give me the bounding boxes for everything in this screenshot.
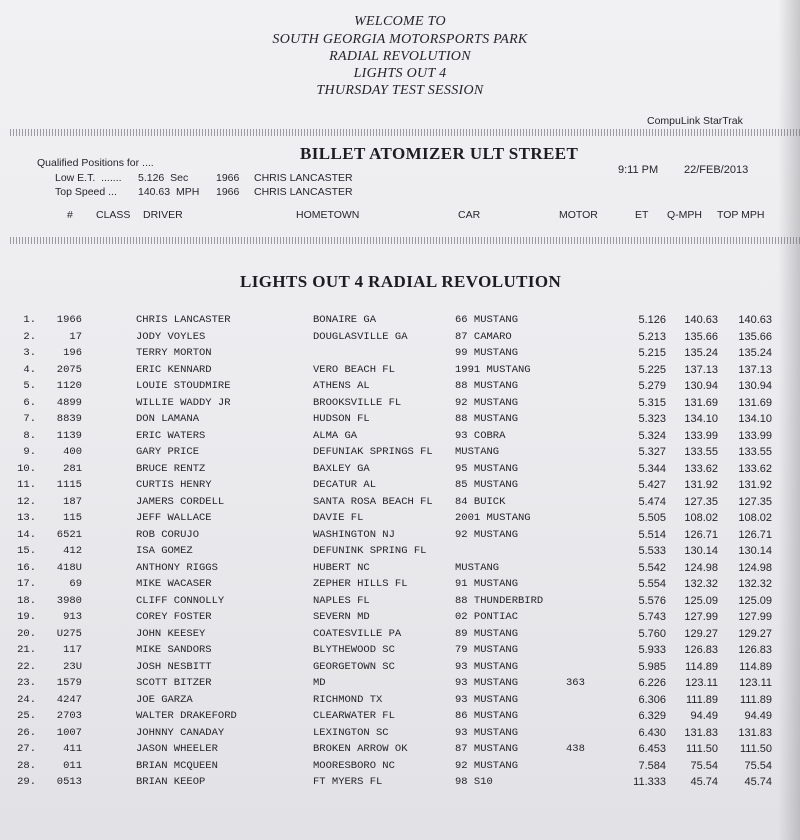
car-number-cell: 187 — [63, 495, 82, 508]
driver-cell: LOUIE STOUDMIRE — [136, 380, 231, 392]
table-row — [0, 710, 800, 727]
top-speed-number: 1966 — [216, 186, 240, 198]
car-cell: 92 MUSTANG — [455, 528, 519, 541]
column-header-hometown: HOMETOWN — [296, 209, 360, 221]
driver-cell: ERIC KENNARD — [136, 363, 212, 376]
position-cell: 16. — [17, 561, 36, 574]
driver-cell: JOHNNY CANADAY — [136, 726, 225, 739]
et-cell: 5.213 — [638, 330, 666, 343]
top-mph-cell: 111.50 — [739, 743, 772, 755]
car-cell: 92 MUSTANG — [455, 759, 519, 772]
table-row — [0, 397, 800, 414]
car-cell: MUSTANG — [455, 446, 500, 458]
table-row — [0, 496, 800, 513]
hometown-cell: WASHINGTON NJ — [313, 528, 395, 541]
hatch-divider-columns — [10, 237, 800, 244]
paper-edge-shadow — [778, 0, 800, 840]
car-cell: 87 CAMARO — [455, 330, 512, 343]
q-mph-cell: 108.02 — [684, 512, 718, 524]
et-cell: 6.306 — [638, 693, 666, 706]
hometown-cell: GEORGETOWN SC — [313, 660, 395, 673]
table-row — [0, 644, 800, 661]
car-number-cell: 3980 — [56, 594, 82, 607]
table-row — [0, 578, 800, 595]
top-mph-cell: 140.63 — [738, 314, 772, 326]
et-cell: 5.323 — [638, 413, 666, 425]
et-cell: 5.344 — [638, 462, 666, 475]
table-row — [0, 661, 800, 678]
car-number-cell: 2075 — [56, 363, 82, 376]
top-mph-cell: 127.99 — [738, 611, 772, 623]
q-mph-cell: 131.83 — [684, 726, 718, 739]
hometown-cell: RICHMOND TX — [313, 693, 383, 706]
top-mph-cell: 125.09 — [738, 594, 772, 607]
et-cell: 5.554 — [638, 578, 666, 590]
car-number-cell: 411 — [63, 743, 82, 755]
position-cell: 1. — [23, 314, 36, 326]
car-cell: 84 BUICK — [455, 495, 506, 508]
hometown-cell: ZEPHER HILLS FL — [313, 578, 408, 590]
table-row — [0, 611, 800, 628]
hometown-cell: BROKEN ARROW OK — [313, 743, 408, 755]
et-cell: 5.985 — [638, 660, 666, 673]
table-row — [0, 727, 800, 744]
hometown-cell: BONAIRE GA — [313, 314, 377, 326]
position-cell: 11. — [17, 479, 36, 491]
top-mph-cell: 132.32 — [738, 578, 772, 590]
position-cell: 25. — [17, 710, 36, 722]
table-row — [0, 413, 800, 430]
et-cell: 5.933 — [638, 644, 666, 656]
driver-cell: ERIC WATERS — [136, 429, 206, 442]
et-cell: 5.542 — [638, 561, 666, 574]
table-row — [0, 430, 800, 447]
car-cell: 79 MUSTANG — [455, 644, 519, 656]
position-cell: 10. — [17, 462, 36, 475]
hometown-cell: VERO BEACH FL — [313, 363, 395, 376]
hometown-cell: DAVIE FL — [313, 512, 364, 524]
hometown-cell: DOUGLASVILLE GA — [313, 330, 408, 343]
et-cell: 5.327 — [638, 446, 666, 458]
position-cell: 15. — [17, 545, 36, 557]
car-number-cell: U275 — [56, 627, 82, 640]
q-mph-cell: 45.74 — [690, 776, 718, 788]
position-cell: 20. — [17, 627, 36, 640]
driver-cell: JOE GARZA — [136, 693, 193, 706]
et-cell: 6.430 — [638, 726, 666, 739]
car-cell: 93 COBRA — [455, 429, 506, 442]
driver-cell: JOSH NESBITT — [136, 660, 212, 673]
hometown-cell: CLEARWATER FL — [313, 710, 395, 722]
top-mph-cell: 134.10 — [738, 413, 772, 425]
car-cell: 2001 MUSTANG — [455, 512, 531, 524]
et-cell: 5.324 — [638, 429, 666, 442]
q-mph-cell: 114.89 — [685, 660, 718, 673]
hometown-cell: MD — [313, 677, 326, 689]
hometown-cell: NAPLES FL — [313, 594, 370, 607]
car-number-cell: 412 — [63, 545, 82, 557]
low-et-value: 5.126 Sec — [138, 172, 189, 184]
car-cell: 02 PONTIAC — [455, 611, 519, 623]
et-cell: 5.474 — [638, 495, 666, 508]
driver-cell: ISA GOMEZ — [136, 545, 193, 557]
car-cell: 66 MUSTANG — [455, 314, 519, 326]
driver-cell: ANTHONY RIGGS — [136, 561, 218, 574]
car-number-cell: 6521 — [56, 528, 82, 541]
top-mph-cell: 133.99 — [738, 429, 772, 442]
car-number-cell: 1120 — [56, 380, 82, 392]
motor-cell: 438 — [566, 743, 585, 755]
position-cell: 17. — [17, 578, 36, 590]
driver-cell: JODY VOYLES — [136, 330, 206, 343]
table-row — [0, 677, 800, 694]
top-speed-value: 140.63 MPH — [138, 186, 200, 198]
top-mph-cell: 94.49 — [744, 710, 772, 722]
report-date: 22/FEB/2013 — [684, 164, 749, 176]
driver-cell: CLIFF CONNOLLY — [136, 594, 225, 607]
table-row — [0, 776, 800, 793]
top-speed-label: Top Speed ... — [55, 186, 117, 198]
q-mph-cell: 123.11 — [685, 677, 718, 689]
table-row — [0, 347, 800, 364]
q-mph-cell: 135.66 — [684, 330, 718, 343]
top-mph-cell: 135.66 — [738, 330, 772, 343]
car-number-cell: 115 — [63, 512, 82, 524]
driver-cell: JAMERS CORDELL — [136, 495, 225, 508]
q-mph-cell: 111.89 — [685, 693, 718, 706]
top-mph-cell: 126.83 — [738, 644, 772, 656]
top-speed-driver: CHRIS LANCASTER — [254, 186, 353, 198]
driver-cell: JEFF WALLACE — [136, 512, 212, 524]
top-mph-cell: 45.74 — [744, 776, 772, 788]
header-line-welcome: WELCOME TO — [354, 14, 446, 29]
position-cell: 23. — [17, 677, 36, 689]
q-mph-cell: 126.71 — [684, 528, 718, 541]
hometown-cell: BAXLEY GA — [313, 462, 370, 475]
top-mph-cell: 130.14 — [738, 545, 772, 557]
et-cell: 5.126 — [638, 314, 666, 326]
et-cell: 5.315 — [638, 396, 666, 409]
table-row — [0, 595, 800, 612]
car-cell: 93 MUSTANG — [455, 677, 519, 689]
position-cell: 8. — [23, 429, 36, 442]
driver-cell: SCOTT BITZER — [136, 677, 212, 689]
table-row — [0, 512, 800, 529]
car-cell: 93 MUSTANG — [455, 726, 519, 739]
car-number-cell: 1115 — [56, 479, 82, 491]
et-cell: 5.427 — [638, 479, 666, 491]
column-header-topmph: TOP MPH — [717, 209, 765, 221]
table-row — [0, 529, 800, 546]
car-cell: 88 MUSTANG — [455, 380, 519, 392]
car-cell: 98 S10 — [455, 776, 493, 788]
position-cell: 14. — [17, 528, 36, 541]
top-mph-cell: 131.92 — [738, 479, 772, 491]
table-row — [0, 463, 800, 480]
low-et-driver: CHRIS LANCASTER — [254, 172, 353, 184]
position-cell: 28. — [17, 759, 36, 772]
driver-cell: GARY PRICE — [136, 446, 200, 458]
position-cell: 26. — [17, 726, 36, 739]
class-title: BILLET ATOMIZER ULT STREET — [300, 144, 579, 163]
hometown-cell: LEXINGTON SC — [313, 726, 389, 739]
table-row — [0, 479, 800, 496]
header-line-session: THURSDAY TEST SESSION — [316, 83, 484, 98]
report-time: 9:11 PM — [618, 164, 659, 176]
car-number-cell: 4899 — [56, 396, 82, 409]
hometown-cell: BROOKSVILLE FL — [313, 396, 402, 409]
q-mph-cell: 140.63 — [684, 314, 718, 326]
position-cell: 19. — [17, 611, 36, 623]
top-mph-cell: 135.24 — [738, 347, 772, 359]
q-mph-cell: 75.54 — [690, 759, 718, 772]
car-number-cell: 281 — [63, 462, 82, 475]
motor-cell: 363 — [566, 677, 585, 689]
q-mph-cell: 133.55 — [684, 446, 718, 458]
driver-cell: JASON WHEELER — [136, 743, 218, 755]
car-number-cell: 196 — [63, 347, 82, 359]
et-cell: 5.225 — [638, 363, 666, 376]
q-mph-cell: 131.92 — [684, 479, 718, 491]
car-number-cell: 4247 — [56, 693, 82, 706]
q-mph-cell: 125.09 — [684, 594, 718, 607]
q-mph-cell: 127.35 — [684, 495, 718, 508]
top-mph-cell: 114.89 — [739, 660, 772, 673]
results-table — [0, 314, 800, 793]
table-row — [0, 694, 800, 711]
table-row — [0, 562, 800, 579]
driver-cell: MIKE SANDORS — [136, 644, 212, 656]
driver-cell: ROB CORUJO — [136, 528, 200, 541]
driver-cell: BRIAN KEEOP — [136, 776, 206, 788]
position-cell: 5. — [23, 380, 36, 392]
car-number-cell: 913 — [63, 611, 82, 623]
driver-cell: BRUCE RENTZ — [136, 462, 206, 475]
column-header-et: ET — [635, 209, 649, 221]
hometown-cell: HUDSON FL — [313, 413, 370, 425]
hatch-divider-top — [10, 129, 800, 136]
et-cell: 5.215 — [638, 347, 666, 359]
q-mph-cell: 111.50 — [685, 743, 718, 755]
hometown-cell: FT MYERS FL — [313, 776, 383, 788]
table-row — [0, 331, 800, 348]
header-line-race: LIGHTS OUT 4 — [353, 66, 447, 81]
et-cell: 5.514 — [638, 528, 666, 541]
car-cell: 88 MUSTANG — [455, 413, 519, 425]
table-row — [0, 364, 800, 381]
car-cell: 85 MUSTANG — [455, 479, 519, 491]
header-line-track: SOUTH GEORGIA MOTORSPORTS PARK — [272, 32, 528, 47]
hometown-cell: ATHENS AL — [313, 380, 370, 392]
qualified-label: Qualified Positions for .... — [37, 157, 154, 169]
table-row — [0, 314, 800, 331]
driver-cell: CHRIS LANCASTER — [136, 314, 231, 326]
driver-cell: TERRY MORTON — [136, 347, 212, 359]
car-number-cell: 17 — [69, 330, 82, 343]
car-cell: 86 MUSTANG — [455, 710, 519, 722]
driver-cell: JOHN KEESEY — [136, 627, 206, 640]
car-cell: 89 MUSTANG — [455, 627, 519, 640]
driver-cell: COREY FOSTER — [136, 611, 212, 623]
q-mph-cell: 135.24 — [684, 347, 718, 359]
car-number-cell: 2703 — [56, 710, 82, 722]
et-cell: 6.226 — [638, 677, 666, 689]
car-number-cell: 011 — [63, 759, 82, 772]
position-cell: 22. — [17, 660, 36, 673]
q-mph-cell: 131.69 — [684, 396, 718, 409]
et-cell: 6.329 — [638, 710, 666, 722]
car-number-cell: 23U — [63, 660, 82, 673]
top-mph-cell: 111.89 — [739, 693, 772, 706]
car-cell: 87 MUSTANG — [455, 743, 519, 755]
et-cell: 6.453 — [638, 743, 666, 755]
q-mph-cell: 126.83 — [684, 644, 718, 656]
top-mph-cell: 131.69 — [738, 396, 772, 409]
car-cell: 91 MUSTANG — [455, 578, 519, 590]
position-cell: 29. — [17, 776, 36, 788]
car-number-cell: 69 — [69, 578, 82, 590]
top-mph-cell: 131.83 — [738, 726, 772, 739]
q-mph-cell: 137.13 — [684, 363, 718, 376]
car-cell: MUSTANG — [455, 561, 500, 574]
top-mph-cell: 75.54 — [744, 759, 772, 772]
top-mph-cell: 124.98 — [738, 561, 772, 574]
driver-cell: CURTIS HENRY — [136, 479, 212, 491]
q-mph-cell: 124.98 — [684, 561, 718, 574]
hometown-cell: SANTA ROSA BEACH FL — [313, 495, 433, 508]
table-row — [0, 628, 800, 645]
hometown-cell: SEVERN MD — [313, 611, 370, 623]
position-cell: 4. — [23, 363, 36, 376]
et-cell: 5.743 — [638, 611, 666, 623]
hometown-cell: DEFUNINK SPRING FL — [313, 545, 427, 557]
top-mph-cell: 123.11 — [739, 677, 772, 689]
column-header-pos: # — [67, 209, 73, 221]
hometown-cell: ALMA GA — [313, 429, 358, 442]
hometown-cell: MOORESBORO NC — [313, 759, 395, 772]
top-mph-cell: 129.27 — [738, 627, 772, 640]
driver-cell: WALTER DRAKEFORD — [136, 710, 237, 722]
car-cell: 1991 MUSTANG — [455, 363, 531, 376]
car-number-cell: 418U — [56, 561, 82, 574]
et-cell: 5.505 — [638, 512, 666, 524]
driver-cell: BRIAN MCQUEEN — [136, 759, 218, 772]
column-header-motor: MOTOR — [559, 209, 598, 221]
top-mph-cell: 126.71 — [738, 528, 772, 541]
top-mph-cell: 108.02 — [738, 512, 772, 524]
q-mph-cell: 133.62 — [684, 462, 718, 475]
q-mph-cell: 129.27 — [684, 627, 718, 640]
car-cell: 93 MUSTANG — [455, 660, 519, 673]
header-line-event: RADIAL REVOLUTION — [329, 49, 471, 64]
table-row — [0, 545, 800, 562]
position-cell: 18. — [17, 594, 36, 607]
car-cell: 88 THUNDERBIRD — [455, 594, 544, 607]
table-row — [0, 446, 800, 463]
driver-cell: DON LAMANA — [136, 413, 200, 425]
table-row — [0, 760, 800, 777]
q-mph-cell: 130.14 — [684, 545, 718, 557]
hometown-cell: COATESVILLE PA — [313, 627, 402, 640]
car-number-cell: 1007 — [56, 726, 82, 739]
driver-cell: WILLIE WADDY JR — [136, 396, 231, 409]
et-cell: 11.333 — [633, 776, 666, 788]
q-mph-cell: 132.32 — [684, 578, 718, 590]
et-cell: 7.584 — [638, 759, 666, 772]
position-cell: 27. — [17, 743, 36, 755]
position-cell: 9. — [23, 446, 36, 458]
column-header-driver: DRIVER — [143, 209, 183, 221]
position-cell: 7. — [23, 413, 36, 425]
column-header-class: CLASS — [96, 209, 131, 221]
top-mph-cell: 130.94 — [738, 380, 772, 392]
q-mph-cell: 130.94 — [684, 380, 718, 392]
top-mph-cell: 133.55 — [738, 446, 772, 458]
car-cell: 92 MUSTANG — [455, 396, 519, 409]
car-number-cell: 117 — [63, 644, 82, 656]
hometown-cell: DECATUR AL — [313, 479, 377, 491]
car-cell: 99 MUSTANG — [455, 347, 519, 359]
position-cell: 2. — [23, 330, 36, 343]
car-cell: 95 MUSTANG — [455, 462, 519, 475]
table-row — [0, 380, 800, 397]
table-row — [0, 743, 800, 760]
driver-cell: MIKE WACASER — [136, 578, 212, 590]
position-cell: 3. — [23, 347, 36, 359]
hometown-cell: BLYTHEWOOD SC — [313, 644, 395, 656]
car-number-cell: 0513 — [56, 776, 82, 788]
low-et-label: Low E.T. ....... — [55, 172, 122, 184]
et-cell: 5.533 — [638, 545, 666, 557]
q-mph-cell: 127.99 — [684, 611, 718, 623]
top-mph-cell: 133.62 — [738, 462, 772, 475]
position-cell: 24. — [17, 693, 36, 706]
top-mph-cell: 127.35 — [738, 495, 772, 508]
timing-system-label: CompuLink StarTrak — [647, 115, 743, 127]
q-mph-cell: 133.99 — [684, 429, 718, 442]
car-number-cell: 1966 — [56, 314, 82, 326]
car-cell: 93 MUSTANG — [455, 693, 519, 706]
et-cell: 5.760 — [638, 627, 666, 640]
top-mph-cell: 137.13 — [738, 363, 772, 376]
section-title: LIGHTS OUT 4 RADIAL REVOLUTION — [240, 272, 562, 291]
q-mph-cell: 134.10 — [684, 413, 718, 425]
q-mph-cell: 94.49 — [690, 710, 718, 722]
hometown-cell: HUBERT NC — [313, 561, 370, 574]
hometown-cell: DEFUNIAK SPRINGS FL — [313, 446, 433, 458]
position-cell: 6. — [23, 396, 36, 409]
et-cell: 5.576 — [638, 594, 666, 607]
column-header-qmph: Q-MPH — [667, 209, 702, 221]
et-cell: 5.279 — [638, 380, 666, 392]
car-number-cell: 400 — [63, 446, 82, 458]
car-number-cell: 1139 — [56, 429, 82, 442]
position-cell: 21. — [17, 644, 36, 656]
position-cell: 13. — [17, 512, 36, 524]
low-et-number: 1966 — [216, 172, 240, 184]
car-number-cell: 1579 — [56, 677, 82, 689]
car-number-cell: 8839 — [56, 413, 82, 425]
position-cell: 12. — [17, 495, 36, 508]
column-header-car: CAR — [458, 209, 481, 221]
